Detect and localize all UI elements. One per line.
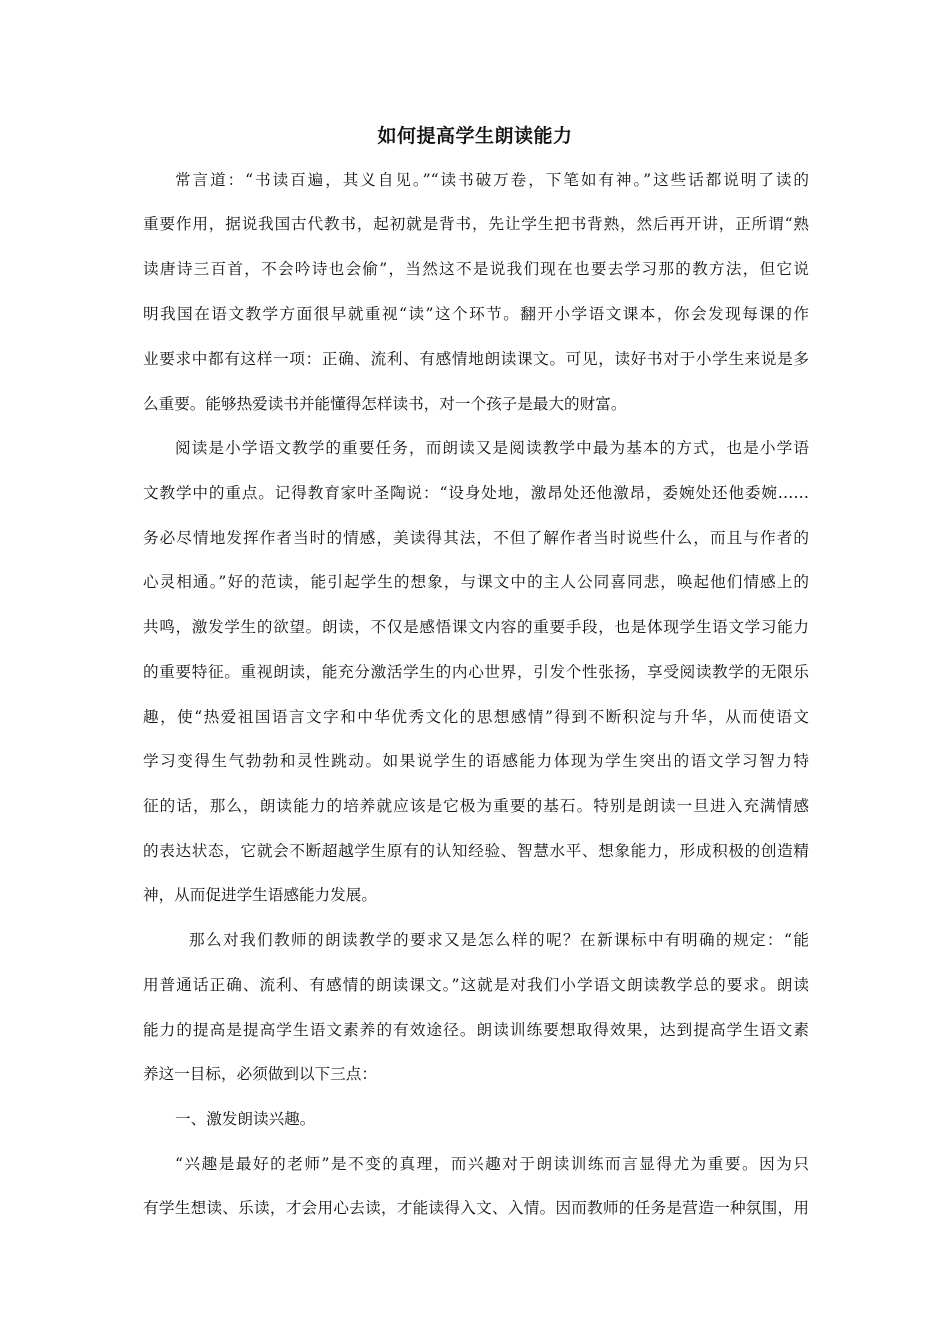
- paragraph-line: 养这一目标，必须做到以下三点：: [143, 1065, 377, 1083]
- paragraph-line: 么重要。能够热爱读书并能懂得怎样读书，对一个孩子是最大的财富。: [143, 395, 627, 413]
- paragraph-line: 能力的提高是提高学生语文素养的有效途径。朗读训练要想取得效果，达到提高学生语文素: [143, 1021, 809, 1039]
- paragraph-line: 共鸣，激发学生的欲望。朗读，不仅是感悟课文内容的重要手段，也是体现学生语文学习能力: [143, 618, 809, 636]
- paragraph-line: 重要作用，据说我国古代教书，起初就是背书，先让学生把书背熟，然后再开讲，正所谓“熟: [143, 215, 809, 233]
- paragraph-line: 趣，使“热爱祖国语言文字和中华优秀文化的思想感情”得到不断积淀与升华，从而使语文: [143, 708, 809, 726]
- paragraph-line: 务必尽情地发挥作者当时的情感，美读得其法，不但了解作者当时说些什么，而且与作者的: [143, 529, 809, 547]
- paragraph-line: 神，从而促进学生语感能力发展。: [143, 886, 377, 904]
- paragraph-line: 那么对我们教师的朗读教学的要求又是怎么样的呢？在新课标中有明确的规定：“能: [189, 931, 809, 949]
- paragraph-line: 明我国在语文教学方面很早就重视“读”这个环节。翻开小学语文课本，你会发现每课的作: [143, 305, 809, 323]
- paragraph-line: “兴趣是最好的老师”是不变的真理，而兴趣对于朗读训练而言显得尤为重要。因为只: [175, 1155, 809, 1173]
- paragraph-line: 的表达状态，它就会不断超越学生原有的认知经验、智慧水平、想象能力，形成积极的创造精: [143, 842, 809, 860]
- paragraph-line: 阅读是小学语文教学的重要任务，而朗读又是阅读教学中最为基本的方式，也是小学语: [175, 439, 809, 457]
- paragraph-line: 征的话，那么，朗读能力的培养就应该是它极为重要的基石。特别是朗读一旦进入充满情感: [143, 797, 809, 815]
- paragraph-line: 有学生想读、乐读，才会用心去读，才能读得入文、入情。因而教师的任务是营造一种氛围，用: [143, 1199, 809, 1217]
- paragraph-line: 读唐诗三百首，不会吟诗也会偷”，当然这不是说我们现在也要去学习那的教方法，但它说: [143, 260, 809, 278]
- paragraph-line: 用普通话正确、流利、有感情的朗读课文。”这就是对我们小学语文朗读教学总的要求。朗读: [143, 976, 809, 994]
- document-title: 如何提高学生朗读能力: [377, 125, 573, 147]
- paragraph-line: 学习变得生气勃勃和灵性跳动。如果说学生的语感能力体现为学生突出的语文学习智力特: [143, 752, 809, 770]
- paragraph-line: 业要求中都有这样一项：正确、流利、有感情地朗读课文。可见，读好书对于小学生来说是多: [143, 350, 809, 368]
- paragraph-line: 文教学中的重点。记得教育家叶圣陶说：“设身处地，激昂处还他激昂，委婉处还他委婉……: [143, 484, 809, 502]
- paragraph-line: 常言道：“书读百遍，其义自见。”“读书破万卷，下笔如有神。”这些话都说明了读的: [175, 171, 809, 189]
- section-heading: 一、激发朗读兴趣。: [175, 1110, 316, 1128]
- paragraph-line: 的重要特征。重视朗读，能充分激活学生的内心世界，引发个性张扬，享受阅读教学的无限乐: [143, 663, 809, 681]
- paragraph-line: 心灵相通。”好的范读，能引起学生的想象，与课文中的主人公同喜同悲，唤起他们情感上的: [143, 573, 809, 591]
